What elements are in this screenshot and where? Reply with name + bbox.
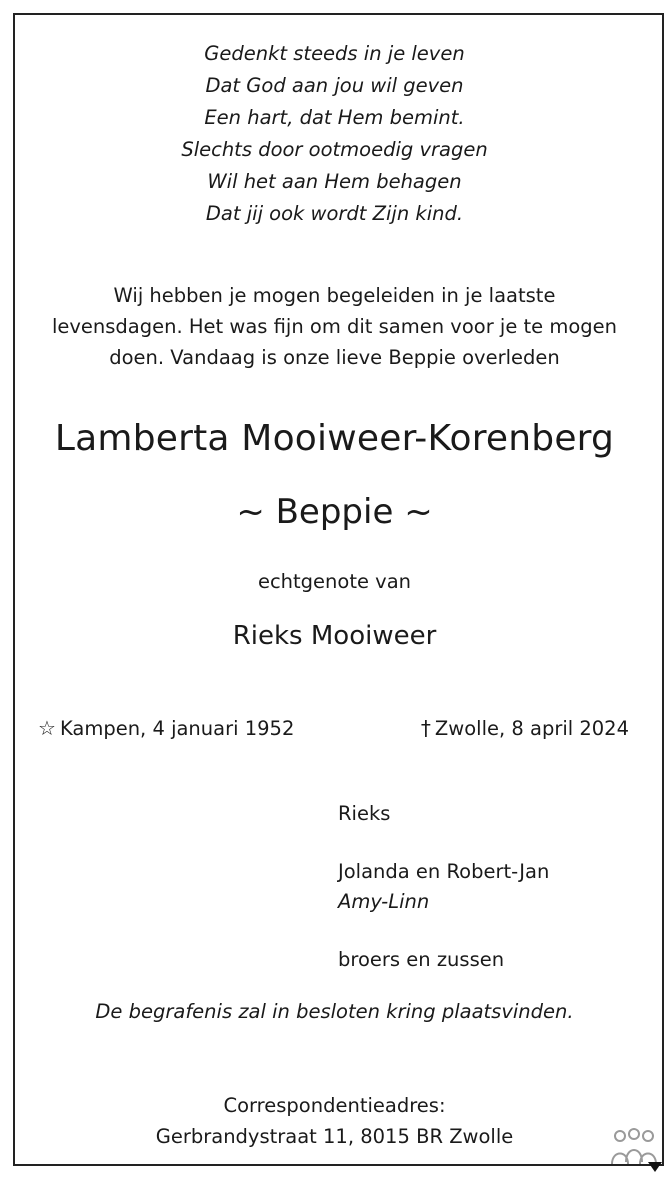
intro-text (0, 280, 669, 373)
deceased-name: Lamberta Mooiweer-Korenberg (54, 418, 615, 459)
spouse-label: echtgenote van (257, 570, 412, 593)
intro-line: Wij hebben je mogen begeleiden in je laatste (113, 284, 556, 307)
star-icon: ☆ (38, 716, 56, 740)
family-member: Jolanda en Robert-Jan (338, 860, 550, 883)
family-member: Amy-Linn (338, 890, 430, 913)
correspondence-address: Gerbrandystraat 11, 8015 BR Zwolle (155, 1125, 514, 1148)
correspondence-label: Correspondentieadres: (223, 1094, 446, 1117)
death-info (421, 716, 629, 740)
poem-line: Wil het aan Hem behagen (207, 170, 462, 193)
birth-info (38, 716, 294, 740)
family-logo-icon[interactable] (606, 1126, 662, 1174)
funeral-note: De begrafenis zal in besloten kring plaatsvinden. (95, 1000, 574, 1023)
death-text: Zwolle, 8 april 2024 (434, 717, 629, 740)
poem-line: Een hart, dat Hem bemint. (204, 106, 465, 129)
family-member: Rieks (338, 802, 391, 825)
intro-line: levensdagen. Het was fijn om dit samen voor je te mogen (51, 315, 618, 338)
birth-text: Kampen, 4 januari 1952 (59, 717, 295, 740)
cross-icon: † (420, 716, 431, 740)
poem-line: Gedenkt steeds in je leven (204, 42, 465, 65)
family-list (338, 799, 549, 975)
deceased-nickname: ~ Beppie ~ (236, 492, 433, 532)
poem-line: Slechts door ootmoedig vragen (181, 138, 488, 161)
poem-line: Dat God aan jou wil geven (205, 74, 464, 97)
poem (0, 38, 669, 230)
poem-line: Dat jij ook wordt Zijn kind. (205, 202, 464, 225)
family-member: broers en zussen (338, 948, 505, 971)
correspondence (0, 1090, 669, 1152)
intro-line: doen. Vandaag is onze lieve Beppie overleden (109, 346, 560, 369)
spouse-name: Rieks Mooiweer (232, 621, 437, 651)
